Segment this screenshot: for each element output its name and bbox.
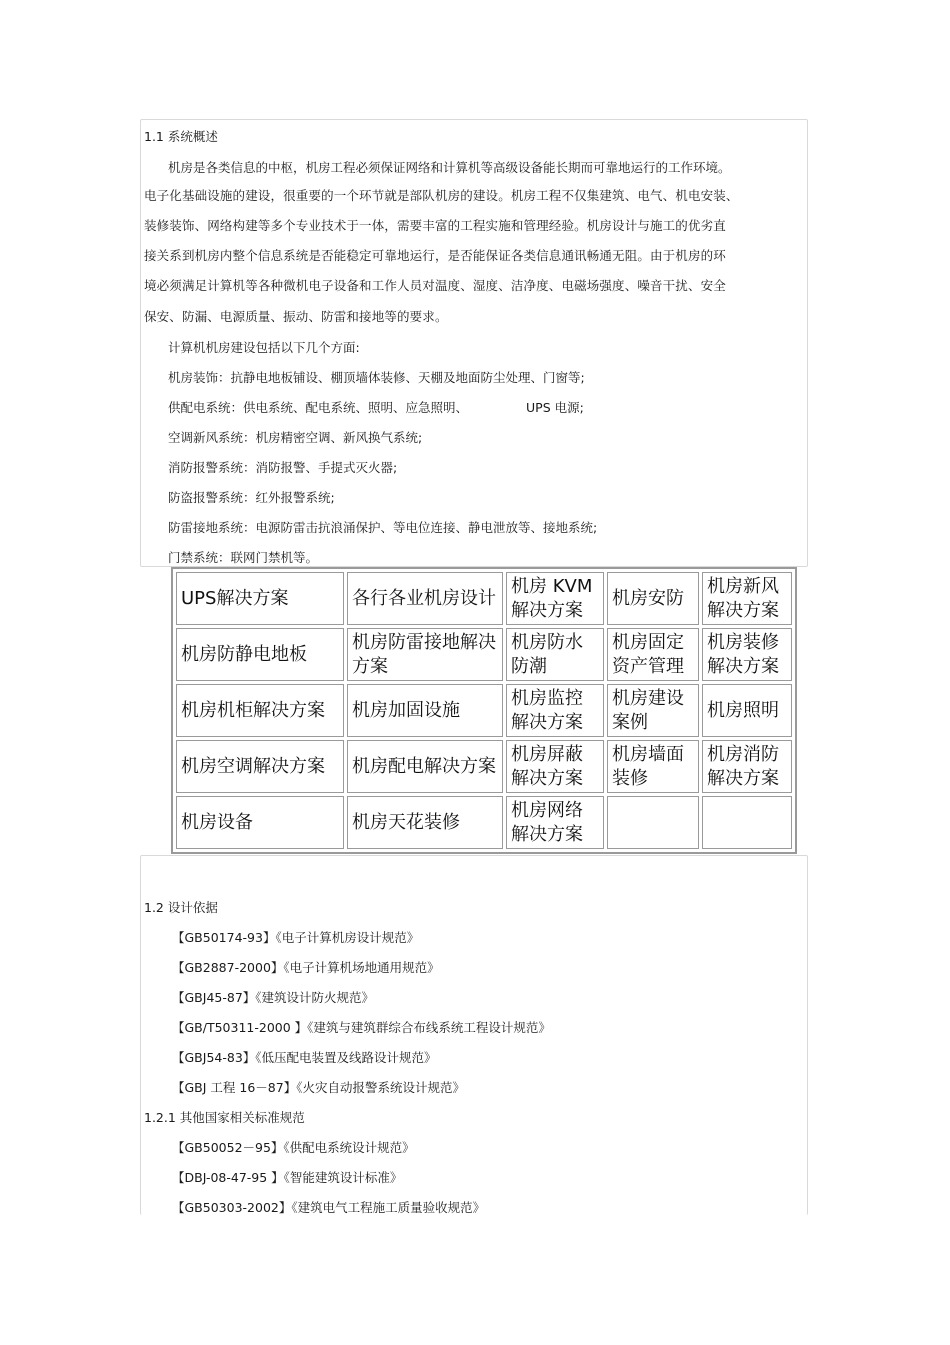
standard-reference: 【GB50052－95】《供配电系统设计规范》 [172, 1140, 415, 1155]
paragraph-line: 装修装饰、网络构建等多个专业技术于一体，需要丰富的工程实施和管理经验。机房设计与施工的优劣直 [144, 218, 726, 233]
table-cell: 机房照明 [702, 684, 792, 737]
standard-reference: 【DBJ-08-47-95 】《智能建筑设计标准》 [172, 1170, 403, 1185]
table-cell-empty [607, 796, 699, 849]
paragraph-line: 接关系到机房内整个信息系统是否能稳定可靠地运行，是否能保证各类信息通讯畅通无阻。由于机房的环 [144, 248, 726, 263]
table-cell: 机房机柜解决方案 [176, 684, 344, 737]
section-heading-1-2: 1.2 设计依据 [144, 900, 218, 915]
standard-reference: 【GB2887-2000】《电子计算机场地通用规范》 [172, 960, 440, 975]
table-cell: UPS解决方案 [176, 572, 344, 625]
table-cell: 各行各业机房设计 [347, 572, 503, 625]
table-cell: 机房屏蔽解决方案 [506, 740, 604, 793]
table-row [176, 740, 792, 793]
paragraph-line: 保安、防漏、电源质量、振动、防雷和接地等的要求。 [144, 309, 448, 324]
table-cell: 机房安防 [607, 572, 699, 625]
construction-intro: 计算机机房建设包括以下几个方面: [168, 340, 360, 355]
table-row [176, 796, 792, 849]
table-cell: 机房建设案例 [607, 684, 699, 737]
table-cell: 机房防雷接地解决方案 [347, 628, 503, 681]
table-cell: 机房加固设施 [347, 684, 503, 737]
table-cell: 机房监控解决方案 [506, 684, 604, 737]
paragraph-line: 机房是各类信息的中枢，机房工程必须保证网络和计算机等高级设备能长期而可靠地运行的工作环境。 [168, 160, 731, 175]
item-fire-alarm: 消防报警系统：消防报警、手提式灭火器; [168, 460, 398, 475]
table-cell: 机房固定资产管理 [607, 628, 699, 681]
table-cell: 机房墙面装修 [607, 740, 699, 793]
section-heading-1-1: 1.1 系统概述 [144, 129, 218, 144]
item-security-alarm: 防盗报警系统：红外报警系统; [168, 490, 335, 505]
table-cell: 机房设备 [176, 796, 344, 849]
table-cell: 机房网络解决方案 [506, 796, 604, 849]
table-cell-empty [702, 796, 792, 849]
table-cell: 机房天花装修 [347, 796, 503, 849]
paragraph-line: 境必须满足计算机等各种微机电子设备和工作人员对温度、湿度、洁净度、电磁场强度、噪音干扰、安全 [144, 278, 726, 293]
standard-reference: 【GBJ54-83】《低压配电装置及线路设计规范》 [172, 1050, 437, 1065]
standard-reference: 【GBJ 工程 16－87】《火灾自动报警系统设计规范》 [172, 1080, 465, 1095]
paragraph-line: 电子化基础设施的建设，很重要的一个环节就是部队机房的建设。机房工程不仅集建筑、电气、机电安装、 [144, 188, 739, 203]
table-cell: 机房装修解决方案 [702, 628, 792, 681]
item-access-control: 门禁系统：联网门禁机等。 [168, 550, 319, 565]
table-row [176, 628, 792, 681]
solutions-table [171, 567, 797, 854]
standard-reference: 【GB50174-93】《电子计算机房设计规范》 [172, 930, 420, 945]
table-cell: 机房消防解决方案 [702, 740, 792, 793]
table-cell: 机房配电解决方案 [347, 740, 503, 793]
item-decoration: 机房装饰：抗静电地板铺设、棚顶墙体装修、天棚及地面防尘处理、门窗等; [168, 370, 585, 385]
table-row [176, 572, 792, 625]
standard-reference: 【GB50303-2002】《建筑电气工程施工质量验收规范》 [172, 1200, 486, 1215]
standard-reference: 【GB/T50311-2000 】《建筑与建筑群综合布线系统工程设计规范》 [172, 1020, 551, 1035]
table-cell: 机房防静电地板 [176, 628, 344, 681]
item-power-supply: 供配电系统：供电系统、配电系统、照明、应急照明、 UPS 电源; [168, 400, 584, 415]
section-heading-1-2-1: 1.2.1 其他国家相关标准规范 [144, 1110, 305, 1125]
item-lightning-ground: 防雷接地系统：电源防雷击抗浪涌保护、等电位连接、静电泄放等、接地系统; [168, 520, 598, 535]
table-cell: 机房新风解决方案 [702, 572, 792, 625]
standard-reference: 【GBJ45-87】《建筑设计防火规范》 [172, 990, 375, 1005]
table-cell: 机房防水防潮 [506, 628, 604, 681]
item-hvac: 空调新风系统：机房精密空调、新风换气系统; [168, 430, 423, 445]
table-cell: 机房空调解决方案 [176, 740, 344, 793]
table-cell: 机房 KVM 解决方案 [506, 572, 604, 625]
table-row [176, 684, 792, 737]
